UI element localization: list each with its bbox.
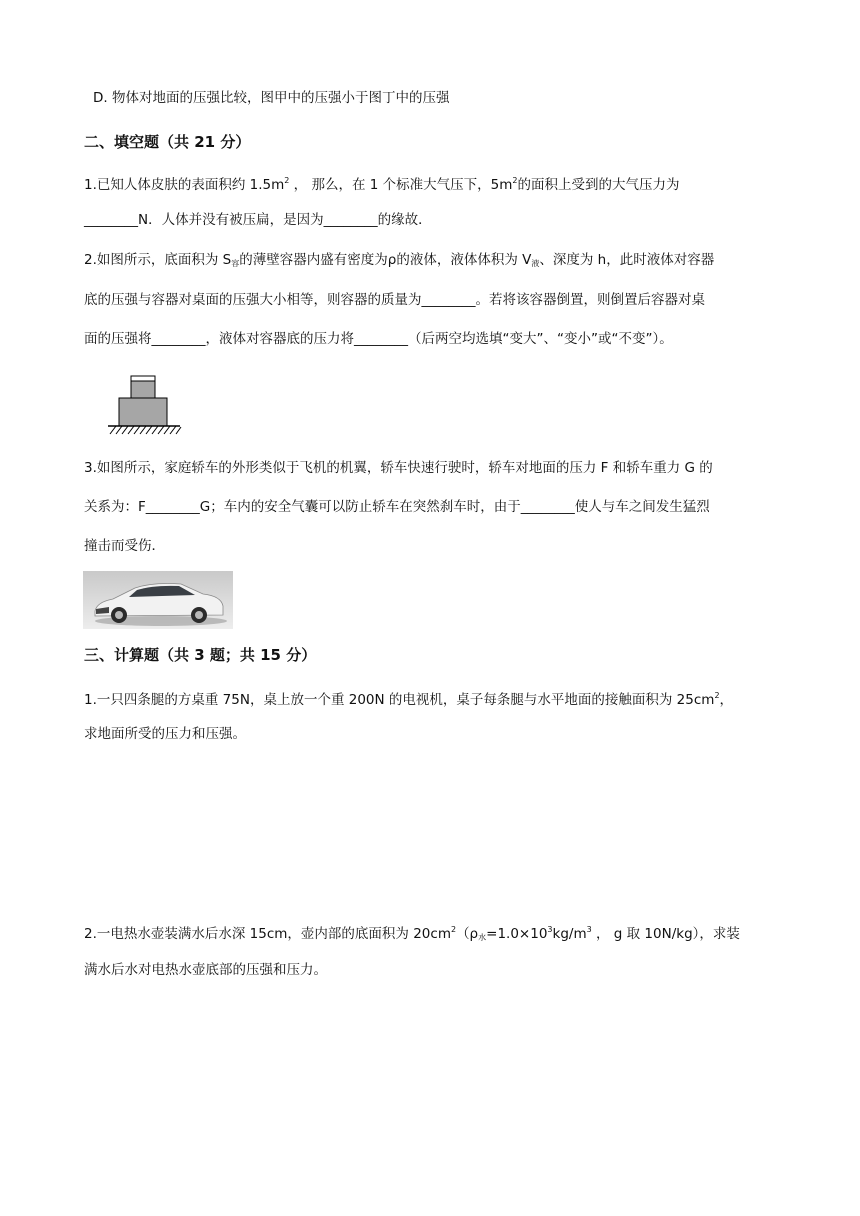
- container-base: [119, 398, 167, 426]
- section-heading-fill-blank: 二、填空题（共 21 分）: [84, 133, 251, 151]
- container-figure: [106, 374, 184, 438]
- question-3-line-3: 撞击而受伤．: [84, 538, 165, 554]
- section-heading-calculation: 三、计算题（共 3 题；共 15 分）: [84, 646, 317, 664]
- calc-question-2-line-2: 满水后水对电热水壶底部的压强和压力。: [84, 962, 327, 978]
- calc-question-2-line-1: 2.一电热水壶装满水后水深 15cm，壶内部的底面积为 $20cm^2(\rho_水=1.0\times 10^3kg/m^3$ ， g 取 10N/kg），求装: [84, 925, 740, 942]
- question-2-line-2: 底的压强与容器对桌面的压强大小相等，则容器的质量为________。若将该容器倒置，则倒置后容器对桌: [84, 292, 705, 308]
- liquid-surface: [131, 376, 155, 381]
- question-1-line-1: 1.已知人体皮肤的表面积约 $1.5m^2$ ， 那么，在 1 个标准大气压下，$5m^2$的面积上受到的大气压力为: [84, 176, 680, 193]
- option-d: D. 物体对地面的压强比较，图甲中的压强小于图丁中的压强: [93, 90, 450, 106]
- question-3-line-2: 关系为：F________G；车内的安全气囊可以防止轿车在突然刹车时，由于________使人与车之间发生猛烈: [84, 499, 710, 515]
- question-3-line-1: 3.如图所示，家庭轿车的外形类似于飞机的机翼，轿车快速行驶时，轿车对地面的压力 F 和轿车重力 G 的: [84, 460, 713, 476]
- table-hatching: [110, 426, 181, 434]
- question-1-line-2: ________N．人体并没有被压扁，是因为________的缘故．: [84, 212, 432, 228]
- question-2-line-1: 2.如图所示，底面积为 $S_容$的薄壁容器内盛有密度为ρ的液体，液体体积为 $V_液$、深度为 h，此时液体对容器: [84, 252, 715, 268]
- question-2-line-3: 面的压强将________，液体对容器底的压力将________（后两空均选填“变大”、“变小”或“不变”）。: [84, 331, 673, 347]
- calc-question-1-line-1: 1.一只四条腿的方桌重 75N，桌上放一个重 200N 的电视机，桌子每条腿与水平地面的接触面积为 $25cm^2$，: [84, 691, 734, 708]
- car-photo: [83, 571, 233, 629]
- calc-question-1-line-2: 求地面所受的压力和压强。: [84, 726, 246, 742]
